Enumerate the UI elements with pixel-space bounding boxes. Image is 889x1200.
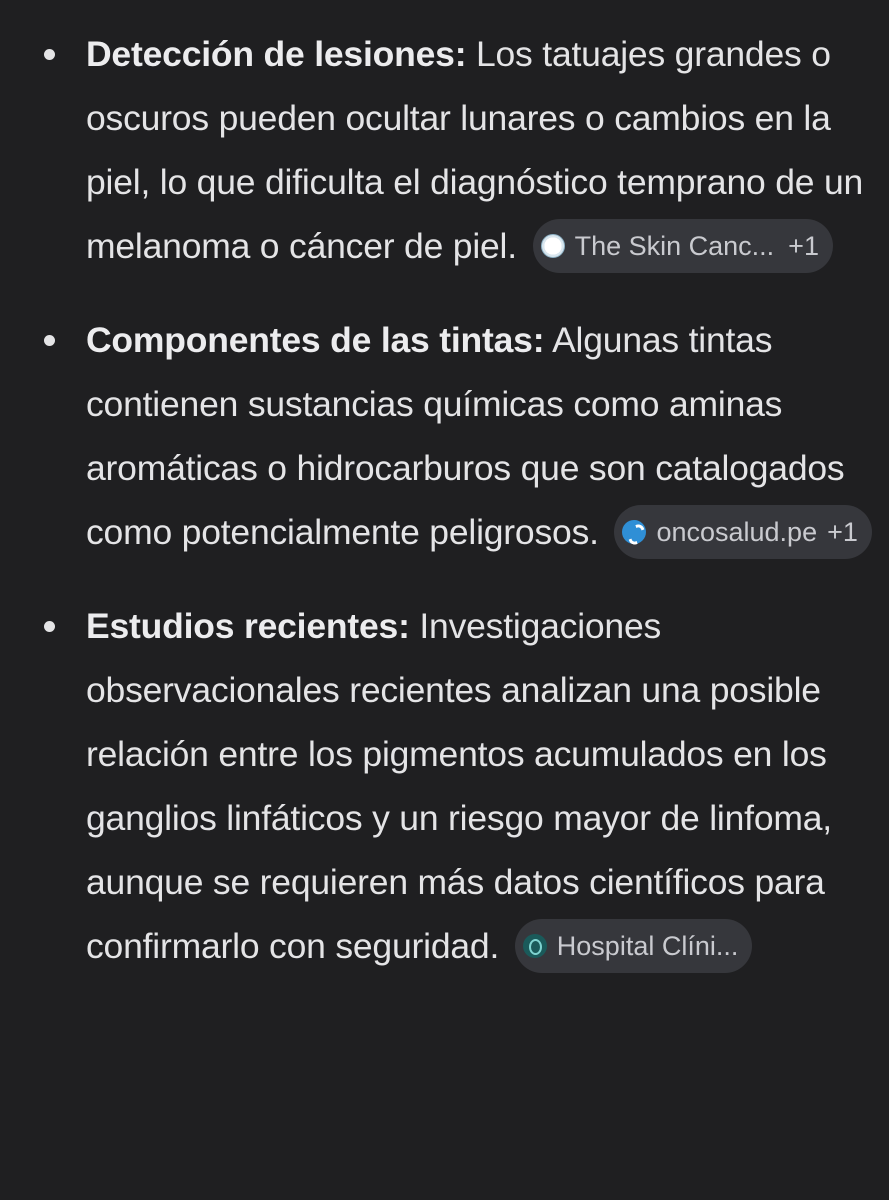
bullet-dot (44, 335, 55, 346)
oncosalud-icon (622, 520, 646, 544)
source-chip-label: oncosalud.pe (656, 516, 818, 547)
source-chip-more-count: +1 (827, 516, 858, 547)
hospital-clinic-icon (523, 934, 547, 958)
list-item (0, 594, 889, 978)
item-term: Detección de lesiones: (86, 34, 467, 74)
source-chip[interactable] (533, 219, 833, 273)
source-chip-label: Hospital Clíni... (556, 930, 739, 961)
skin-cancer-foundation-icon (541, 234, 565, 258)
item-term: Componentes de las tintas: (86, 320, 545, 360)
answer-bullet-list (0, 22, 889, 1008)
source-chip-more-count: +1 (788, 230, 819, 261)
source-chip-label: The Skin Canc... (574, 230, 775, 261)
bullet-dot (44, 49, 55, 60)
item-text: Investigaciones observacionales recientes analizan una posible relación entre los pigmentos acumulados en los ganglios linfáticos y un riesgo mayor de linfoma, aunque se requieren más datos científicos para confirmarlo con seguridad. (86, 606, 832, 966)
bullet-dot (44, 621, 55, 632)
source-chip[interactable] (614, 505, 871, 559)
item-term: Estudios recientes: (86, 606, 410, 646)
item-text: Algunas tintas contienen sustancias químicas como aminas aromáticas o hidrocarburos que son catalogados como potencialmente peligrosos. (86, 320, 845, 552)
item-text: Los tatuajes grandes o oscuros pueden ocultar lunares o cambios en la piel, lo que dificulta el diagnóstico temprano de un melanoma o cáncer de piel. (86, 34, 864, 266)
list-item (0, 22, 889, 278)
list-item (0, 308, 889, 564)
source-chip[interactable] (515, 919, 753, 973)
